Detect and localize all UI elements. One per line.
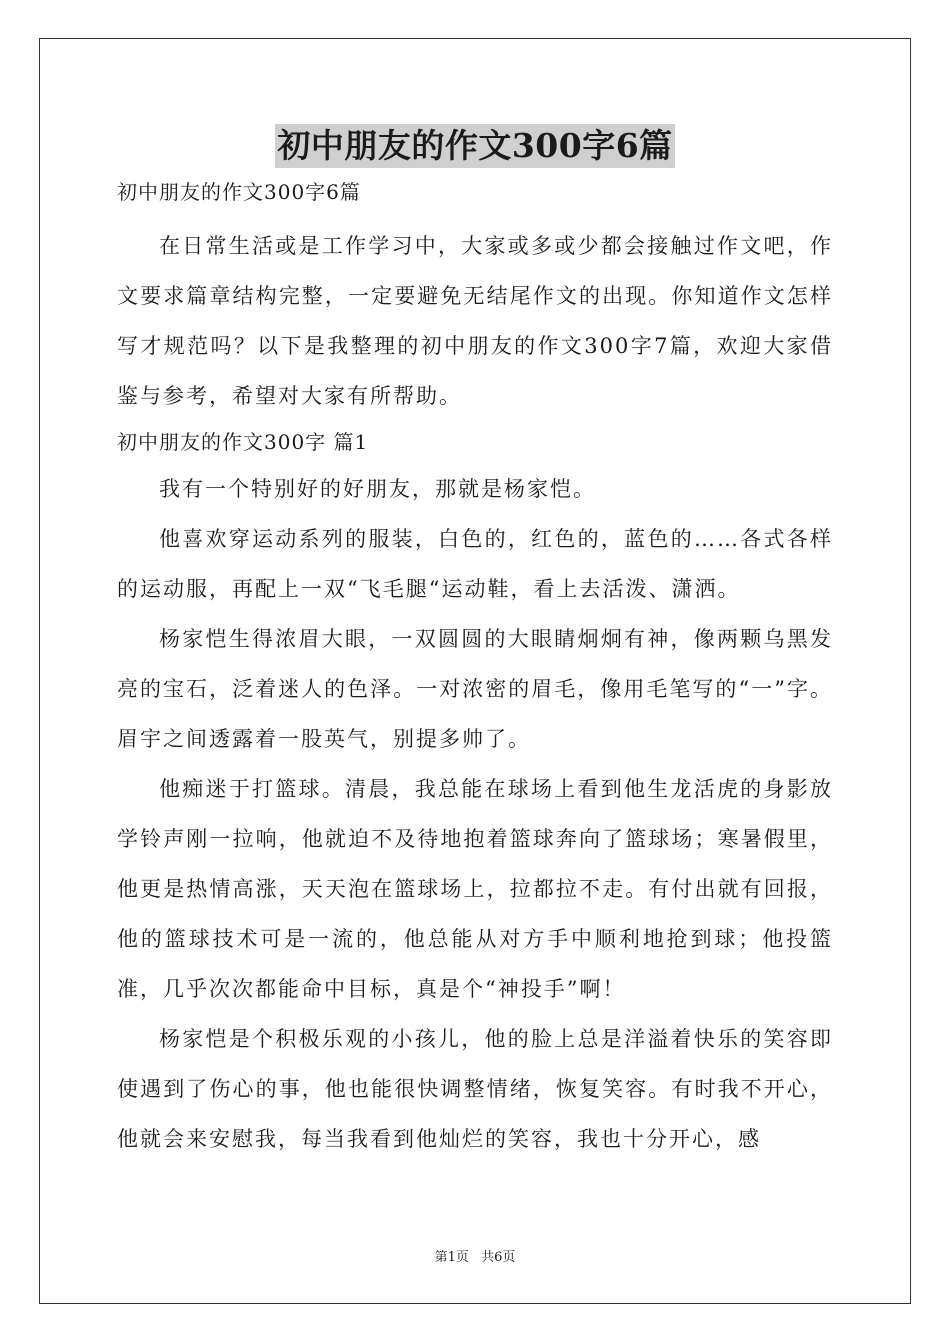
intro-paragraph: 在日常生活或是工作学习中，大家或多或少都会接触过作文吧，作文要求篇章结构完整，一定要避免无结尾作文的出现。你知道作文怎样写才规范吗？以下是我整理的初中朋友的作文300字7篇，欢迎大家借鉴与参考，希望对大家有所帮助。 [117, 234, 833, 408]
body-paragraph: 杨家恺是个积极乐观的小孩儿，他的脸上总是洋溢着快乐的笑容即使遇到了伤心的事，他也能很快调整情绪，恢复笑容。有时我不开心，他就会来安慰我，每当我看到他灿烂的笑容，我也十分开心，感 [117, 1027, 833, 1151]
section-heading: 初中朋友的作文300字 篇1 [117, 430, 369, 454]
body-paragraph: 他痴迷于打篮球。清晨，我总能在球场上看到他生龙活虎的身影放学铃声刚一拉响，他就迫不及待地抱着篮球奔向了篮球场；寒暑假里，他更是热情高涨，天天泡在篮球场上，拉都拉不走。有付出就有回报，他的篮球技术可是一流的，他总能从对方手中顺利地抢到球；他投篮准，几乎次次都能命中目标，真是个“神投手”啊！ [117, 777, 833, 1001]
body-paragraph: 我有一个特别好的好朋友，那就是杨家恺。 [159, 477, 596, 501]
body-paragraph: 他喜欢穿运动系列的服装，白色的，红色的，蓝色的……各式各样的运动服，再配上一双“飞毛腿“运动鞋，看上去活泼、潇洒。 [117, 527, 833, 601]
document-title: 初中朋友的作文300字6篇 [275, 124, 674, 168]
body-paragraph: 杨家恺生得浓眉大眼，一双圆圆的大眼睛炯炯有神，像两颗乌黑发亮的宝石，泛着迷人的色泽。一对浓密的眉毛，像用毛笔写的“一”字。眉宇之间透露着一股英气，别提多帅了。 [117, 627, 833, 751]
page-number: 第1页 [434, 1250, 469, 1265]
document-subtitle: 初中朋友的作文300字6篇 [117, 180, 361, 204]
page-footer [0, 1250, 950, 1266]
document-body [117, 124, 833, 1164]
title-container [117, 124, 833, 174]
page-total: 共6页 [481, 1250, 516, 1265]
